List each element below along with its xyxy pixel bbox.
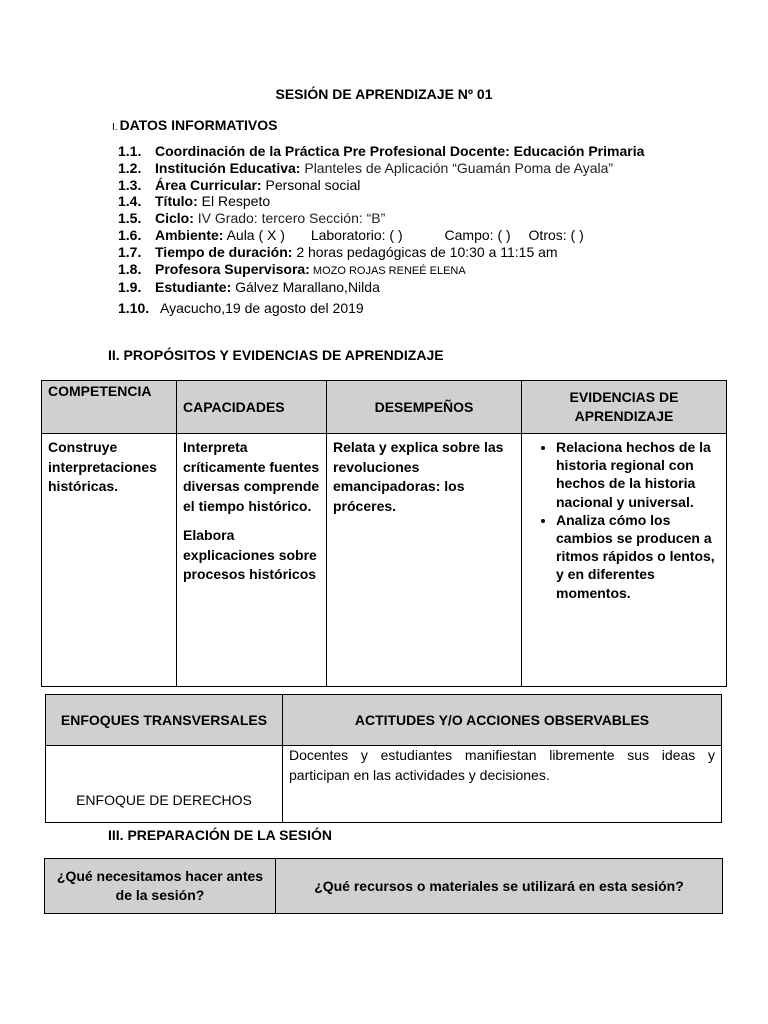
coordinacion-text: Coordinación de la Práctica Pre Profesional Docente: Educación Primaria [155,143,645,159]
lugar-fecha-value: Ayacucho,19 de agosto del 2019 [160,300,364,317]
titulo-value: El Respeto [197,193,271,210]
section-preparacion-heading: III. PREPARACIÓN DE LA SESIÓN [108,827,333,843]
header-desempenos: DESEMPEÑOS [327,381,522,434]
cell-enfoque: ENFOQUE DE DERECHOS [46,746,283,823]
ambiente-campo: Campo: ( ) [444,226,511,243]
tiempo-label: Tiempo de duración: [155,243,293,260]
info-tiempo [118,244,658,261]
section-datos-informativos-heading [112,117,277,133]
item-number: 1.6. [118,226,142,243]
capacidad-item: Elabora explicaciones sobre procesos históricos [183,527,317,582]
profesora-label: Profesora Supervisora: [155,260,310,277]
header-competencia: COMPETENCIA [42,381,177,434]
institucion-value: Planteles de Aplicación “Guamán Poma de Ayala” [300,159,614,176]
info-list [118,143,658,317]
cell-evidencias [522,434,727,687]
item-number: 1.9. [118,279,142,296]
table-header-row [42,381,727,434]
estudiante-label: Estudiante: [155,279,232,296]
profesora-value: MOZO ROJAS RENEÉ ELENA [309,264,466,277]
section-heading-text: DATOS INFORMATIVOS [119,117,278,133]
table-header-row [45,859,723,914]
table-row [42,434,727,687]
ambiente-aula: Aula ( X ) [223,226,285,243]
item-number: 1.5. [118,210,142,227]
section-roman-numeral: I. [112,122,118,133]
ciclo-label: Ciclo: [155,210,194,227]
preparacion-table [44,858,723,914]
info-titulo [118,193,658,210]
section-propositos-heading: II. PROPÓSITOS Y EVIDENCIAS DE APRENDIZAJE [108,347,444,363]
estudiante-value: Gálvez Marallano,Nilda [231,279,380,296]
item-number: 1.1. [118,143,142,159]
ciclo-value: IV Grado: tercero Sección: “B” [193,210,386,227]
table-row [46,746,722,823]
info-institucion [118,160,658,177]
evidencias-list [528,438,720,602]
area-value: Personal social [261,176,361,193]
ambiente-label: Ambiente: [155,226,224,243]
evidencia-item: • Relaciona hechos de la historia regional con hechos de la historia nacional y universal. [556,438,720,511]
info-ambiente [118,227,658,244]
titulo-label: Título: [155,193,198,210]
header-recursos: ¿Qué recursos o materiales se utilizará en esta sesión? [276,859,723,914]
cell-actitudes: Docentes y estudiantes manifiestan libremente sus ideas y participan en las actividades y decisiones. [283,746,722,823]
ambiente-otros: Otros: ( ) [528,226,584,243]
capacidad-item: Interpreta críticamente fuentes diversas comprende el tiempo histórico. [183,439,320,514]
page-title: SESIÓN DE APRENDIZAJE Nº 01 [275,86,493,102]
item-number: 1.2. [118,159,142,176]
ambiente-laboratorio: Laboratorio: ( ) [310,226,403,243]
info-coordinacion [118,143,658,160]
info-area [118,177,658,194]
info-lugar-fecha [118,300,658,317]
item-number: 1.10. [118,300,150,317]
header-actitudes: ACTITUDES Y/O ACCIONES OBSERVABLES [283,695,722,746]
info-profesora [118,261,658,280]
enfoques-table [45,694,722,823]
table-header-row [46,695,722,746]
item-number: 1.4. [118,193,142,210]
header-enfoques: ENFOQUES TRANSVERSALES [46,695,283,746]
cell-competencia: Construye interpretaciones históricas. [42,434,177,687]
header-capacidades: CAPACIDADES [177,381,327,434]
header-antes-sesion: ¿Qué necesitamos hacer antes de la sesión? [45,859,276,914]
institucion-label: Institución Educativa: [155,159,301,176]
item-number: 1.7. [118,243,142,260]
tiempo-value: 2 horas pedagógicas de 10:30 a 11:15 am [292,243,558,260]
item-number: 1.3. [118,176,142,193]
cell-capacidades [177,434,327,687]
propositos-table [41,380,727,687]
area-label: Área Curricular: [155,176,262,193]
info-estudiante [118,279,658,296]
info-ciclo [118,210,658,227]
item-number: 1.8. [118,260,142,277]
header-evidencias: EVIDENCIAS DE APRENDIZAJE [522,381,727,434]
cell-desempenos: Relata y explica sobre las revoluciones emancipadoras: los próceres. [327,434,522,687]
evidencia-item: • Analiza cómo los cambios se producen a ritmos rápidos o lentos, y en diferentes momentos. [556,511,720,602]
